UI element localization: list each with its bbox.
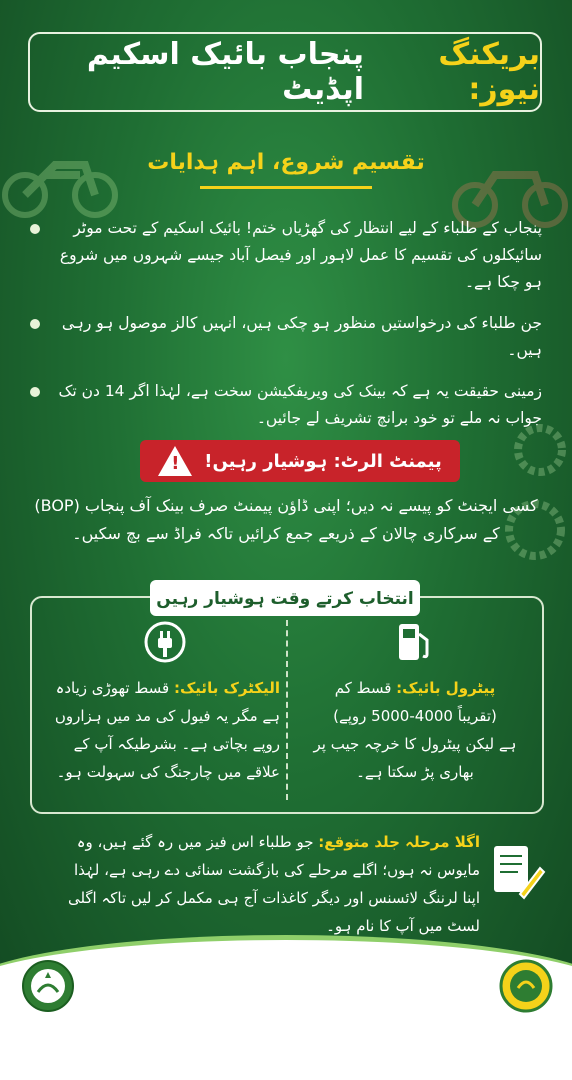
list-item (30, 378, 542, 432)
bullet-dot-icon (30, 387, 40, 397)
payment-alert-text: کسی ایجنٹ کو پیسے نہ دیں؛ اپنی ڈاؤن پیمنٹ صرف بینک آف پنجاب (BOP) کے سرکاری چالان کے ذریعے جمع کرائیں تاکہ فراڈ سے بچ سکیں۔ (34, 496, 538, 543)
petrol-bike-text1: قسط کم (334, 679, 392, 697)
bullet-dot-icon (30, 224, 40, 234)
comparison-title: انتخاب کرتے وقت ہوشیار رہیں (150, 580, 420, 616)
next-phase-label: اگلا مرحلہ جلد متوقع: (318, 833, 480, 851)
list-item (30, 215, 542, 296)
warning-icon: ! (158, 446, 192, 476)
payment-alert-label: پیمنٹ الرٹ: ہوشیار رہیں! (204, 450, 442, 472)
punjab-seal-logo (498, 958, 554, 1014)
bullet-text: جن طلباء کی درخواستیں منظور ہو چکی ہیں، انہیں کالز موصول ہو رہی ہیں۔ (61, 314, 542, 359)
bullet-text: پنجاب کے طلباء کے لیے انتظار کی گھڑیاں ختم! بائیک اسکیم کے تحت موٹر سائیکلوں کی تقسیم کا عمل لاہور اور فیصل آباد جیسے شہروں میں شروع ہو چکا ہے۔ (59, 219, 542, 291)
subtitle-underline (200, 186, 372, 189)
electric-bike-text: قسط تھوڑی زیادہ ہے مگر یہ فیول کی مد میں ہزاروں روپے بچاتی ہے۔ بشرطیکہ آپ کے علاقے میں چارجنگ کی سہولت ہو۔ (54, 679, 280, 781)
header-title-highlight: بریکنگ نیوز: (438, 37, 540, 107)
petrol-bike-price: (تقریباً 4000-5000 روپے) (333, 707, 497, 725)
petrol-bike-label: پیٹرول بائیک: (396, 679, 496, 697)
comparison-divider (286, 620, 288, 800)
plug-icon (143, 620, 187, 664)
punjab-govt-logo (20, 958, 76, 1014)
subtitle: تقسیم شروع، اہم ہدایات (147, 150, 425, 175)
electric-bike-label: الیکٹرک بائیک: (173, 679, 280, 697)
header-title-box (28, 32, 542, 112)
footer-band (0, 935, 572, 1080)
fuel-pump-icon (395, 620, 435, 664)
bullet-dot-icon (30, 319, 40, 329)
next-phase-section (60, 828, 480, 940)
bullet-text: زمینی حقیقت یہ ہے کہ بینک کی ویریفکیشن سخت ہے، لہٰذا اگر 14 دن تک جواب نہ ملے تو خود برانچ تشریف لے جائیں۔ (58, 382, 542, 427)
next-phase-text: جو طلباء اس فیز میں رہ گئے ہیں، وہ مایوس نہ ہوں؛ اگلے مرحلے کی بازگشت سنائی دے رہی ہے، لہٰذا اپنا لرننگ لائسنس اور دیگر کاغذات آج ہی مکمل کر لیں تاکہ اگلی لسٹ میں آپ کا نام ہو۔ (67, 833, 480, 935)
petrol-bike-column (300, 620, 530, 786)
payment-alert-banner (140, 440, 460, 482)
list-item (30, 310, 542, 364)
header-title-main: پنجاب بائیک اسکیم اپڈیٹ (86, 37, 365, 107)
document-pen-icon (490, 842, 546, 904)
petrol-bike-text3: ہے لیکن پیٹرول کا خرچہ جیب پر بھاری پڑ سکتا ہے۔ (313, 735, 517, 781)
electric-bike-column (50, 620, 280, 786)
bullet-list (30, 215, 542, 446)
